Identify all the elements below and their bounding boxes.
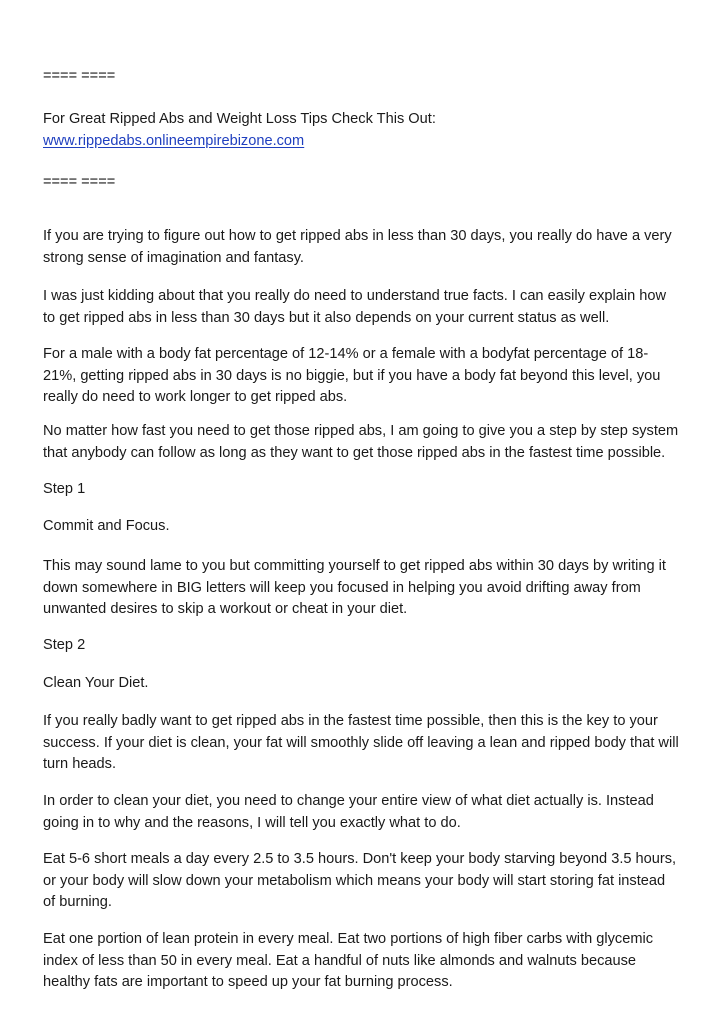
step-title-text: Commit and Focus. bbox=[43, 518, 170, 534]
paragraph-line: healthy fats are important to speed up your fat burning process. bbox=[43, 974, 453, 990]
paragraph-line: of burning. bbox=[43, 894, 112, 910]
paragraph-line: Eat 5-6 short meals a day every 2.5 to 3.5 hours. Don't keep your body starving beyond 3.5 hours, bbox=[43, 851, 677, 867]
separator-text: ==== ==== bbox=[43, 174, 116, 190]
paragraph-7 bbox=[43, 791, 693, 834]
paragraph-line: really do need to work longer to get ripped abs. bbox=[43, 389, 348, 405]
step-2-title bbox=[43, 673, 693, 695]
promo-link[interactable]: www.rippedabs.onlineempirebizone.com bbox=[43, 132, 305, 149]
step-1-title bbox=[43, 516, 693, 538]
step-1-label bbox=[43, 479, 693, 501]
promo-text: For Great Ripped Abs and Weight Loss Tips Check This Out: bbox=[43, 111, 436, 127]
paragraph-line: that anybody can follow as long as they want to get those ripped abs in the fastest time possible. bbox=[43, 444, 666, 461]
paragraph-line: success. If your diet is clean, your fat will smoothly slide off leaving a lean and ripped body that will bbox=[43, 734, 679, 751]
paragraph-1 bbox=[43, 226, 693, 269]
paragraph-line: going in to why and the reasons, I will tell you exactly what to do. bbox=[43, 814, 461, 831]
paragraph-3 bbox=[43, 344, 693, 409]
step-label-text: Step 1 bbox=[43, 481, 86, 497]
paragraph-line: unwanted desires to skip a workout or cheat in your diet. bbox=[43, 601, 408, 617]
paragraph-line: No matter how fast you need to get those ripped abs, I am going to give you a step by step system bbox=[43, 423, 679, 439]
paragraph-9 bbox=[43, 929, 693, 994]
paragraph-line: For a male with a body fat percentage of 12-14% or a female with a bodyfat percentage of 18- bbox=[43, 346, 649, 362]
separator-top bbox=[43, 66, 693, 88]
paragraph-6 bbox=[43, 711, 693, 776]
paragraph-line: If you are trying to figure out how to get ripped abs in less than 30 days, you really do have a very bbox=[43, 228, 672, 244]
paragraph-8 bbox=[43, 849, 693, 914]
paragraph-line: to get ripped abs in less than 30 days but it also depends on your current status as well. bbox=[43, 309, 610, 326]
paragraph-line: down somewhere in BIG letters will keep you focused in helping you avoid drifting away from bbox=[43, 579, 641, 596]
paragraph-5 bbox=[43, 556, 693, 621]
paragraph-line: strong sense of imagination and fantasy. bbox=[43, 249, 304, 266]
paragraph-line: Eat one portion of lean protein in every meal. Eat two portions of high fiber carbs with glycemic bbox=[43, 931, 654, 947]
paragraph-line: 21%, getting ripped abs in 30 days is no biggie, but if you have a body fat beyond this level, you bbox=[43, 367, 661, 384]
paragraph-line: If you really badly want to get ripped abs in the fastest time possible, then this is the key to your bbox=[43, 713, 658, 729]
step-label-text: Step 2 bbox=[43, 637, 86, 653]
separator-bottom bbox=[43, 172, 693, 194]
paragraph-4 bbox=[43, 421, 693, 464]
paragraph-line: or your body will slow down your metabolism which means your body will start storing fat instead bbox=[43, 872, 666, 889]
paragraph-line: This may sound lame to you but committing yourself to get ripped abs within 30 days by writing it bbox=[43, 558, 666, 574]
paragraph-line: turn heads. bbox=[43, 756, 117, 772]
paragraph-2 bbox=[43, 286, 693, 329]
paragraph-line: In order to clean your diet, you need to change your entire view of what diet actually is. Instead bbox=[43, 793, 654, 809]
promo-block bbox=[43, 109, 693, 152]
paragraph-line: index of less than 50 in every meal. Eat a handful of nuts like almonds and walnuts because bbox=[43, 952, 637, 969]
step-2-label bbox=[43, 635, 693, 657]
step-title-text: Clean Your Diet. bbox=[43, 675, 149, 691]
paragraph-line: I was just kidding about that you really do need to understand true facts. I can easily explain how bbox=[43, 288, 667, 304]
separator-text: ==== ==== bbox=[43, 68, 116, 84]
